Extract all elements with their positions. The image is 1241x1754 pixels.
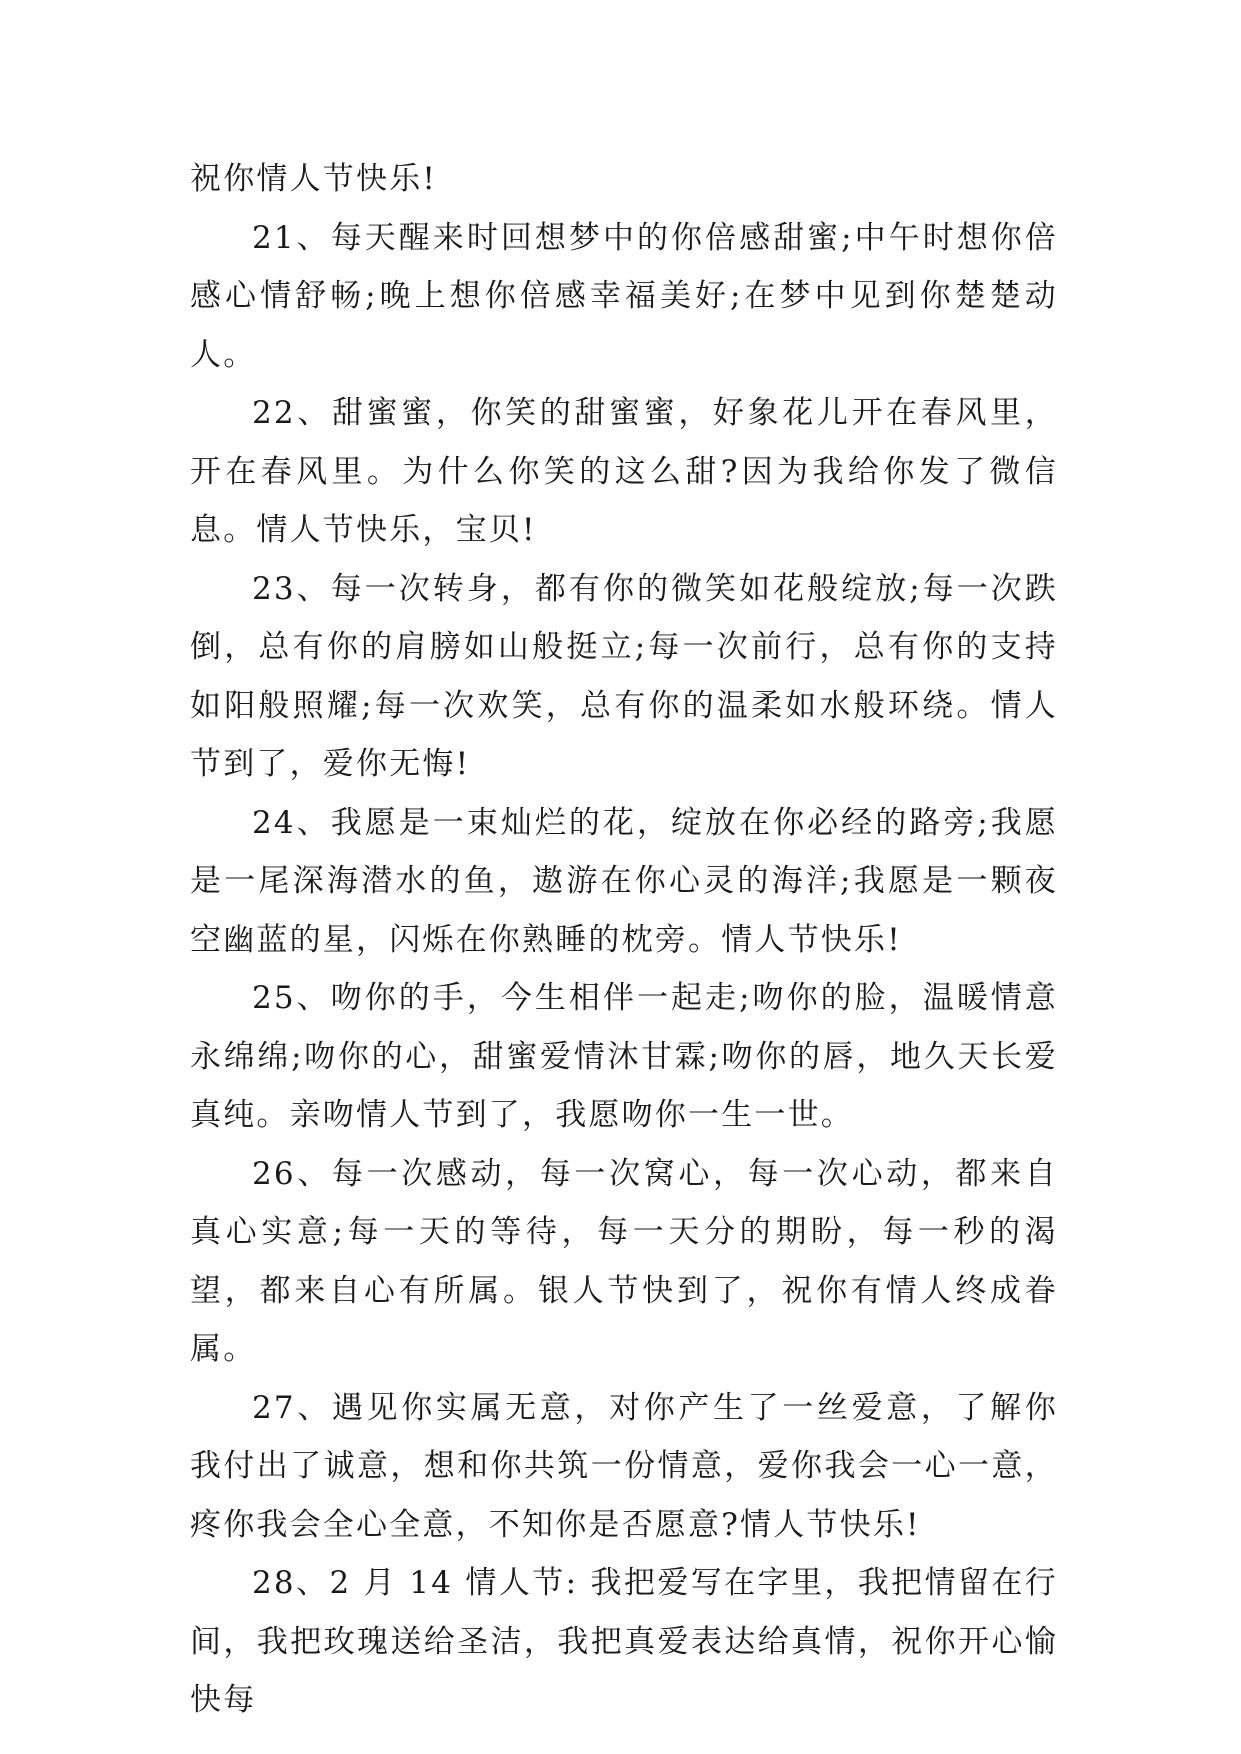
document-body [190, 150, 1058, 1730]
paragraph: 22、甜蜜蜜，你笑的甜蜜蜜，好象花儿开在春风里，开在春风里。为什么你笑的这么甜?因为我给你发了微信息。情人节快乐，宝贝! [190, 395, 1058, 548]
paragraph: 24、我愿是一束灿烂的花，绽放在你必经的路旁;我愿是一尾深海潜水的鱼，遨游在你心灵的海洋;我愿是一颗夜空幽蓝的星，闪烁在你熟睡的枕旁。情人节快乐! [190, 804, 1058, 958]
paragraph: 25、吻你的手，今生相伴一起走;吻你的脸，温暖情意永绵绵;吻你的心，甜蜜爱情沐甘霖;吻你的唇，地久天长爱真纯。亲吻情人节到了，我愿吻你一生一世。 [190, 980, 1058, 1133]
paragraph: 27、遇见你实属无意，对你产生了一丝爱意，了解你我付出了诚意，想和你共筑一份情意，爱你我会一心一意，疼你我会全心全意，不知你是否愿意?情人节快乐! [190, 1389, 1058, 1543]
paragraph: 21、每天醒来时回想梦中的你倍感甜蜜;中午时想你倍感心情舒畅;晚上想你倍感幸福美好;在梦中见到你楚楚动人。 [190, 219, 1058, 373]
paragraph: 祝你情人节快乐! [190, 161, 438, 197]
paragraph: 23、每一次转身，都有你的微笑如花般绽放;每一次跌倒，总有你的肩膀如山般挺立;每一次前行，总有你的支持如阳般照耀;每一次欢笑，总有你的温柔如水般环绕。情人节到了，爱你无悔! [190, 570, 1058, 782]
paragraph: 26、每一次感动，每一次窝心，每一次心动，都来自真心实意;每一天的等待，每一天分的期盼，每一秒的渴望，都来自心有所属。银人节快到了，祝你有情人终成眷属。 [190, 1155, 1058, 1367]
paragraph: 28、2 月 14 情人节: 我把爱写在字里，我把情留在行间，我把玫瑰送给圣洁，我把真爱表达给真情，祝你开心愉快每 [190, 1565, 1058, 1718]
